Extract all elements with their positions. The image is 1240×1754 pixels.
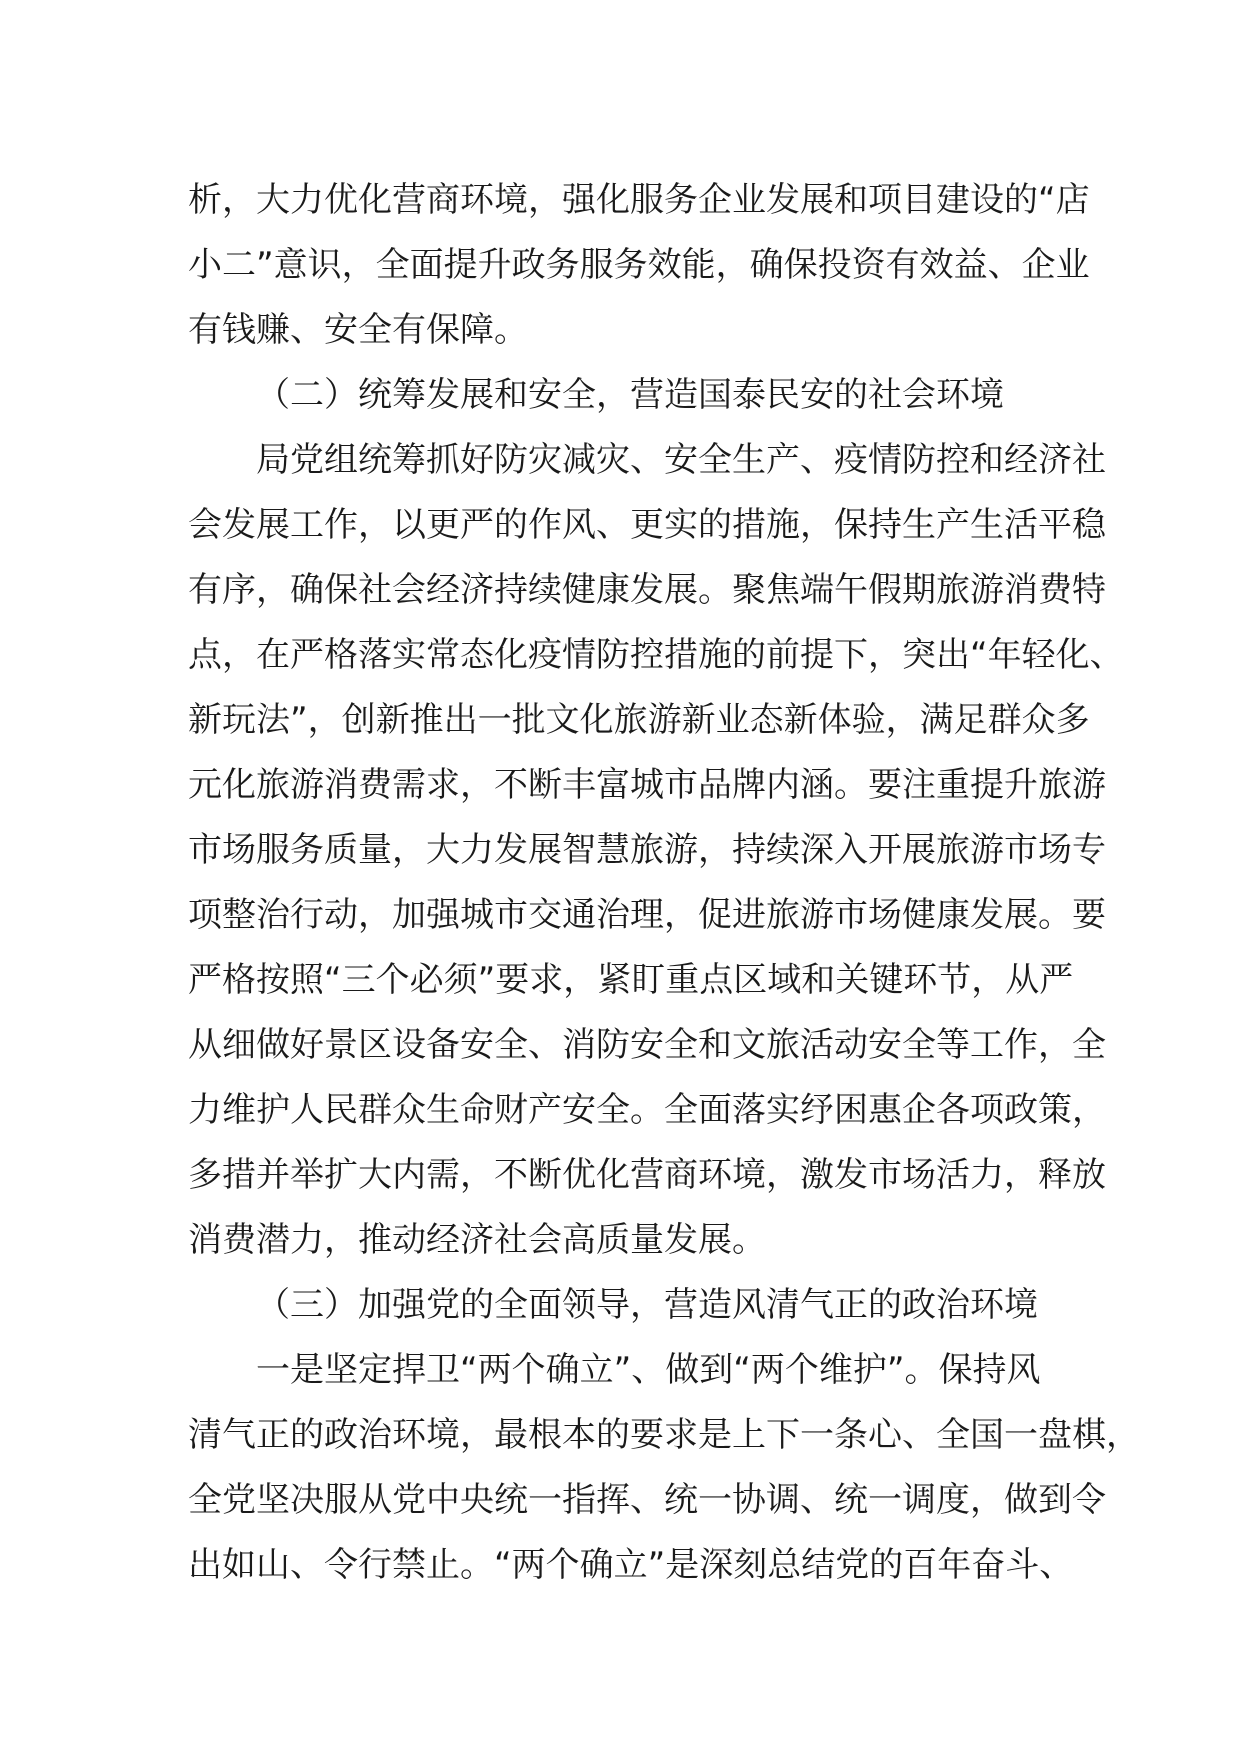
text-line: 多措并举扩大内需，不断优化营商环境，激发市场活力，释放 xyxy=(188,1155,1106,1195)
text-line: 出如山、令行禁止。“两个确立”是深刻总结党的百年奋斗、 xyxy=(188,1545,1074,1585)
text-line: 项整治行动，加强城市交通治理，促进旅游市场健康发展。要 xyxy=(188,895,1106,935)
text-line: 新玩法”，创新推出一批文化旅游新业态新体验，满足群众多 xyxy=(188,700,1090,740)
text-line: 会发展工作，以更严的作风、更实的措施，保持生产生活平稳 xyxy=(188,505,1106,545)
document-body xyxy=(188,168,1140,1598)
text-line: 元化旅游消费需求，不断丰富城市品牌内涵。要注重提升旅游 xyxy=(188,765,1106,805)
text-line: 消费潜力，推动经济社会高质量发展。 xyxy=(188,1220,766,1260)
section-heading-2: （二）统筹发展和安全，营造国泰民安的社会环境 xyxy=(256,375,1004,415)
paragraph-first-line: 一是坚定捍卫“两个确立”、做到“两个维护”。保持风 xyxy=(256,1350,1041,1390)
text-line: 点，在严格落实常态化疫情防控措施的前提下，突出“年轻化、 xyxy=(188,635,1124,675)
text-line: 全党坚决服从党中央统一指挥、统一协调、统一调度，做到令 xyxy=(188,1480,1106,1520)
text-line: 市场服务质量，大力发展智慧旅游，持续深入开展旅游市场专 xyxy=(188,830,1106,870)
section-heading-3: （三）加强党的全面领导，营造风清气正的政治环境 xyxy=(256,1285,1038,1325)
text-line: 严格按照“三个必须”要求，紧盯重点区域和关键环节，从严 xyxy=(188,960,1074,1000)
paragraph-first-line: 局党组统筹抓好防灾减灾、安全生产、疫情防控和经济社 xyxy=(256,440,1106,480)
text-line: 清气正的政治环境，最根本的要求是上下一条心、全国一盘棋， xyxy=(188,1415,1140,1455)
text-line: 小二”意识，全面提升政务服务效能，确保投资有效益、企业 xyxy=(188,245,1090,285)
text-line: 力维护人民群众生命财产安全。全面落实纾困惠企各项政策， xyxy=(188,1090,1106,1130)
text-line: 从细做好景区设备安全、消防安全和文旅活动安全等工作，全 xyxy=(188,1025,1106,1065)
text-line: 析，大力优化营商环境，强化服务企业发展和项目建设的“店 xyxy=(188,180,1090,220)
text-line: 有序，确保社会经济持续健康发展。聚焦端午假期旅游消费特 xyxy=(188,570,1106,610)
text-line: 有钱赚、安全有保障。 xyxy=(188,310,528,350)
